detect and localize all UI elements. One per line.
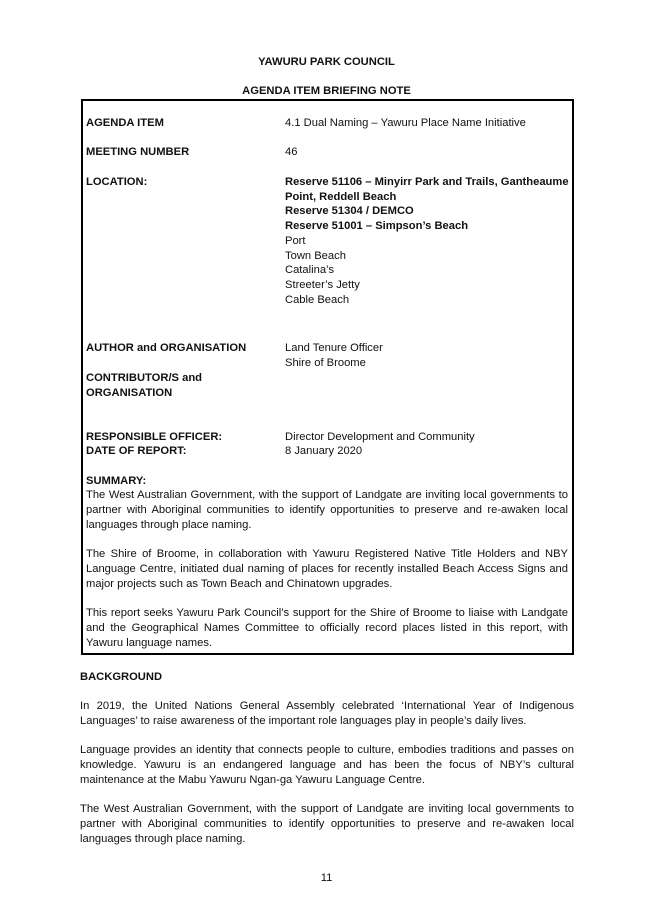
location-label: LOCATION: <box>86 176 148 188</box>
location-item: Town Beach <box>285 249 346 262</box>
date-value: 8 January 2020 <box>285 445 363 457</box>
location-item: Reserve 51304 / DEMCO <box>285 205 414 218</box>
council-title: YAWURU PARK COUNCIL <box>258 56 395 68</box>
location-item: Point, Reddell Beach <box>285 190 397 203</box>
location-item: Catalina’s <box>285 264 334 277</box>
responsible-officer-value: Director Development and Community <box>285 431 475 443</box>
author-organisation: Shire of Broome <box>285 356 366 369</box>
summary-paragraph: The West Australian Government, with the support of Landgate are inviting local governments to partner with Aboriginal communities to identify opportunities to preserve and re-awaken local languages through place naming. <box>86 489 568 531</box>
summary-paragraph: This report seeks Yawuru Park Council’s support for the Shire of Broome to liaise with Landgate and the Geographical Names Committee to officially record places listed in this report, with Yawuru language names. <box>86 607 568 649</box>
agenda-item-value: 4.1 Dual Naming – Yawuru Place Name Initiative <box>285 117 526 129</box>
summary-label: SUMMARY: <box>86 475 147 487</box>
meeting-number-value: 46 <box>285 146 298 158</box>
responsible-officer-label: RESPONSIBLE OFFICER: <box>86 431 223 443</box>
location-list <box>285 175 569 307</box>
meeting-number-label: MEETING NUMBER <box>86 146 190 158</box>
location-item: Reserve 51001 – Simpson’s Beach <box>285 220 469 233</box>
author-values <box>285 341 383 370</box>
briefing-note-title: AGENDA ITEM BRIEFING NOTE <box>242 85 411 97</box>
date-label: DATE OF REPORT: <box>86 445 187 457</box>
summary-paragraph: The Shire of Broome, in collaboration with Yawuru Registered Native Title Holders and NBY Language Centre, initiated dual naming of places for recently installed Beach Access Signs and major projects such as Town Beach and Chinatown upgrades. <box>86 548 568 590</box>
background-paragraph: Language provides an identity that connects people to culture, embodies traditions and passes on knowledge. Yawuru is an endangered language and has been the focus of NBY’s cultural maintenance at the Mabu Yawuru Ngan-ga Yawuru Language Centre. <box>80 744 574 786</box>
background-heading: BACKGROUND <box>80 671 163 683</box>
agenda-item-label: AGENDA ITEM <box>86 117 164 129</box>
location-item: Reserve 51106 – Minyirr Park and Trails, Gantheaume <box>285 176 569 188</box>
page-number: 11 <box>320 872 333 884</box>
background-paragraph: In 2019, the United Nations General Assembly celebrated ‘International Year of Indigenous Languages’ to raise awareness of the important role languages play in people’s daily lives. <box>80 700 574 727</box>
background-paragraph: The West Australian Government, with the support of Landgate are inviting local governments to partner with Aboriginal communities to identify opportunities to preserve and re-awaken local languages through place naming. <box>80 803 574 845</box>
author-role: Land Tenure Officer <box>285 342 383 354</box>
author-label: AUTHOR and ORGANISATION <box>86 342 247 354</box>
location-item: Cable Beach <box>285 293 350 306</box>
contributor-label: CONTRIBUTOR/S and ORGANISATION <box>86 372 203 399</box>
location-item: Streeter’s Jetty <box>285 278 360 291</box>
location-item: Port <box>285 234 306 247</box>
